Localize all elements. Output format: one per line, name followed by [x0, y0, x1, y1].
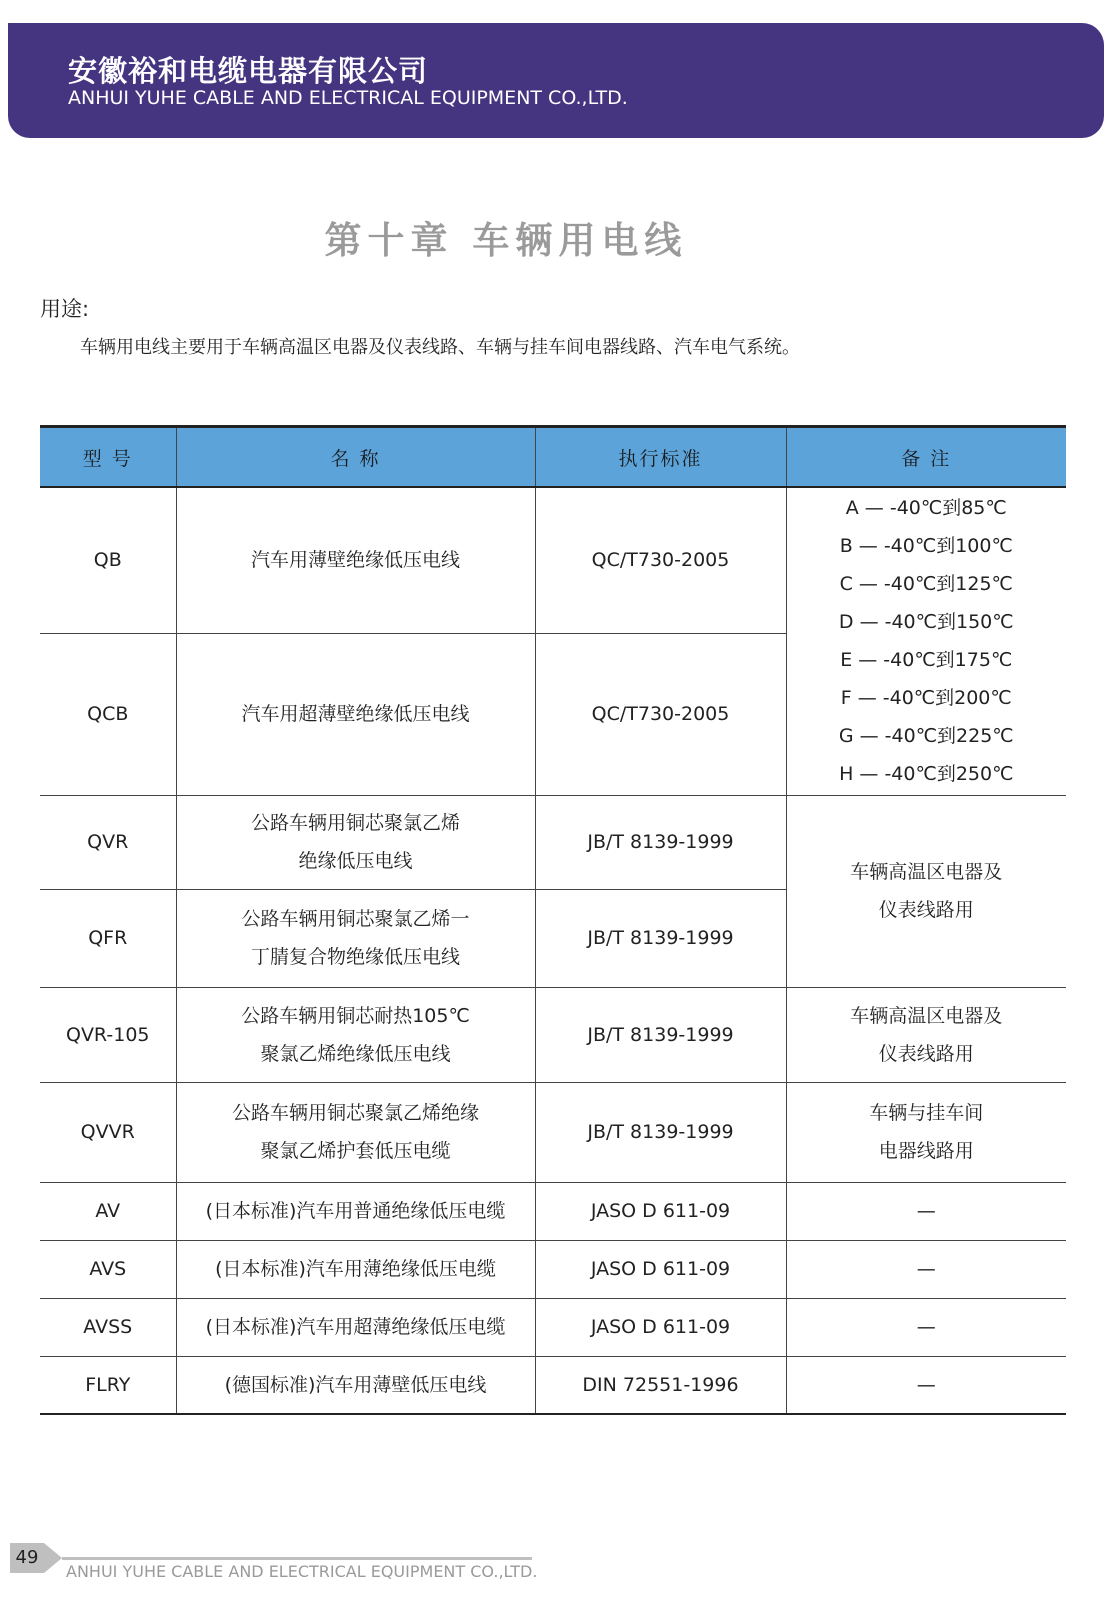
chapter-title: 第十章 车辆用电线 — [324, 219, 688, 262]
model-cell: QB — [40, 487, 176, 633]
name-cell: (日本标准)汽车用普通绝缘低压电缆 — [176, 1182, 535, 1240]
name-cell — [176, 1082, 535, 1182]
remark-line: 车辆高温区电器及 — [850, 861, 1003, 883]
remark-cell — [786, 987, 1066, 1082]
temp-grade-a: A — -40℃到85℃ — [845, 497, 1007, 520]
model-cell: QCB — [40, 633, 176, 795]
temp-grade-f: F — -40℃到200℃ — [840, 687, 1012, 710]
standard-cell: JB/T 8139-1999 — [535, 889, 786, 987]
temp-grade-d: D — -40℃到150℃ — [838, 611, 1014, 634]
header-remark: 备 注 — [786, 427, 1066, 488]
temp-grade-b: B — -40℃到100℃ — [839, 535, 1013, 558]
model-cell: AV — [40, 1182, 176, 1240]
name-line: 聚氯乙烯护套低压电缆 — [260, 1140, 451, 1162]
remark-line: 车辆与挂车间 — [869, 1102, 984, 1124]
remark-cell: — — [786, 1182, 1066, 1240]
standard-cell: JASO D 611-09 — [535, 1298, 786, 1356]
standard-cell: JB/T 8139-1999 — [535, 1082, 786, 1182]
model-cell: QVVR — [40, 1082, 176, 1182]
remark-cell: — — [786, 1240, 1066, 1298]
header-name: 名 称 — [176, 427, 535, 488]
remark-cell: — — [786, 1298, 1066, 1356]
remark-cell — [786, 1082, 1066, 1182]
model-cell: AVSS — [40, 1298, 176, 1356]
name-line: 公路车辆用铜芯耐热105℃ — [241, 1004, 470, 1027]
company-name-cn: 安徽裕和电缆电器有限公司 — [68, 54, 429, 88]
model-cell: QFR — [40, 889, 176, 987]
company-name-en: ANHUI YUHE CABLE AND ELECTRICAL EQUIPMENT CO.,LTD. — [68, 87, 628, 109]
table-row — [40, 1298, 1066, 1356]
remark-line: 仪表线路用 — [878, 899, 974, 921]
remark-line: 电器线路用 — [878, 1140, 974, 1162]
cable-spec-table — [40, 425, 1066, 1415]
name-line: 公路车辆用铜芯聚氯乙烯绝缘 — [231, 1102, 479, 1124]
name-line: 聚氯乙烯绝缘低压电线 — [260, 1042, 451, 1065]
table-row — [40, 1356, 1066, 1414]
name-cell — [176, 987, 535, 1082]
name-cell: (日本标准)汽车用超薄绝缘低压电缆 — [176, 1298, 535, 1356]
standard-cell: JB/T 8139-1999 — [535, 987, 786, 1082]
usage-heading: 用途: — [40, 297, 90, 321]
temp-grade-h: H — -40℃到250℃ — [839, 763, 1014, 786]
name-line: 公路车辆用铜芯聚氯乙烯 — [250, 812, 460, 834]
name-cell: 汽车用超薄壁绝缘低压电线 — [176, 633, 535, 795]
name-cell — [176, 889, 535, 987]
name-cell: (日本标准)汽车用薄绝缘低压电缆 — [176, 1240, 535, 1298]
name-cell: (德国标准)汽车用薄壁低压电线 — [176, 1356, 535, 1414]
model-cell: AVS — [40, 1240, 176, 1298]
page-number-arrow — [44, 1543, 62, 1573]
usage-text: 车辆用电线主要用于车辆高温区电器及仪表线路、车辆与挂车间电器线路、汽车电气系统。 — [80, 337, 800, 358]
model-cell: FLRY — [40, 1356, 176, 1414]
temp-grade-c: C — -40℃到125℃ — [839, 573, 1013, 596]
remark-line: 仪表线路用 — [878, 1042, 974, 1065]
remark-cell: — — [786, 1356, 1066, 1414]
table-row — [40, 987, 1066, 1082]
remark-cell — [786, 795, 1066, 987]
table-row — [40, 487, 1066, 633]
header-standard: 执行标准 — [535, 427, 786, 488]
page-number: 49 — [10, 1543, 44, 1573]
temp-grade-e: E — -40℃到175℃ — [840, 649, 1013, 672]
header-banner — [8, 23, 1104, 138]
standard-cell: QC/T730-2005 — [535, 633, 786, 795]
table-row — [40, 795, 1066, 889]
standard-cell: QC/T730-2005 — [535, 487, 786, 633]
standard-cell: DIN 72551-1996 — [535, 1356, 786, 1414]
standard-cell: JASO D 611-09 — [535, 1240, 786, 1298]
table-row — [40, 1182, 1066, 1240]
table-row — [40, 1240, 1066, 1298]
table-header-row — [40, 427, 1066, 488]
standard-cell: JB/T 8139-1999 — [535, 795, 786, 889]
footer-company-name: ANHUI YUHE CABLE AND ELECTRICAL EQUIPMENT CO.,LTD. — [66, 1562, 538, 1581]
temp-grade-g: G — -40℃到225℃ — [838, 725, 1014, 748]
model-cell: QVR — [40, 795, 176, 889]
name-cell — [176, 795, 535, 889]
header-model: 型 号 — [40, 427, 176, 488]
temperature-grades-cell — [786, 487, 1066, 795]
standard-cell: JASO D 611-09 — [535, 1182, 786, 1240]
table-row — [40, 1082, 1066, 1182]
name-line: 公路车辆用铜芯聚氯乙烯一 — [241, 908, 470, 930]
name-line: 绝缘低压电线 — [298, 850, 413, 872]
model-cell: QVR-105 — [40, 987, 176, 1082]
name-line: 丁腈复合物绝缘低压电线 — [250, 946, 460, 968]
name-cell: 汽车用薄壁绝缘低压电线 — [176, 487, 535, 633]
footer-divider — [62, 1557, 532, 1560]
remark-line: 车辆高温区电器及 — [850, 1004, 1003, 1027]
